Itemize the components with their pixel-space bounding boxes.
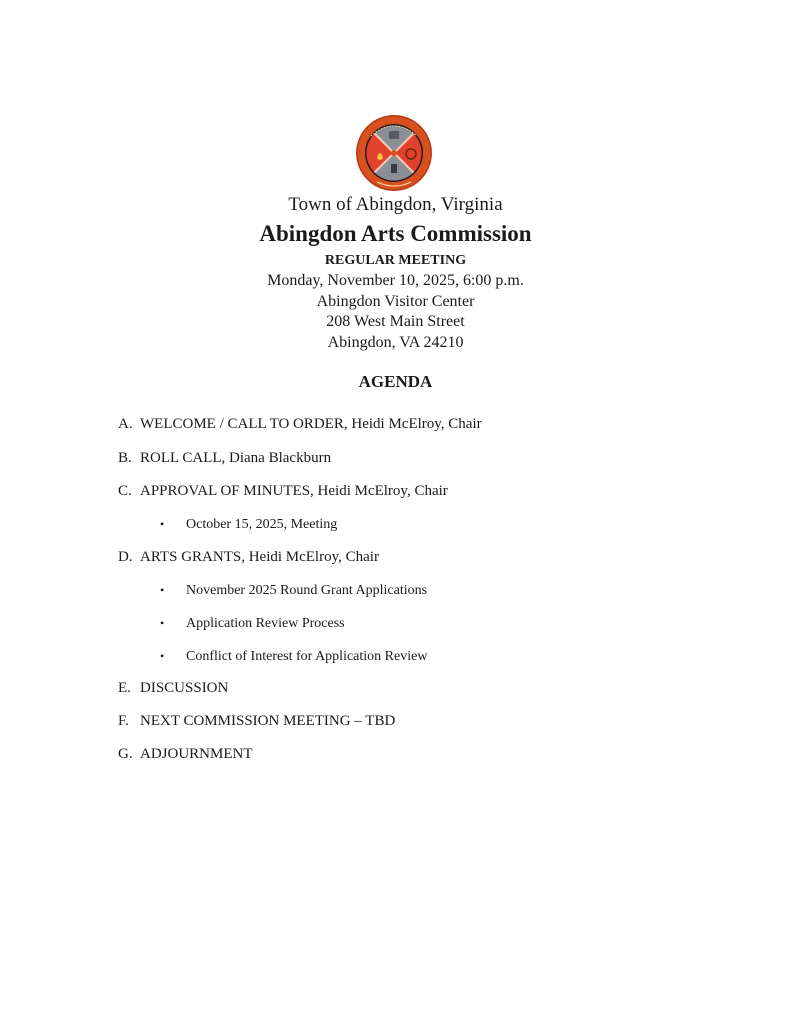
agenda-subitem-text: Application Review Process (186, 616, 345, 631)
bullet-icon: • (160, 649, 165, 663)
agenda-item-text: WELCOME / CALL TO ORDER, Heidi McElroy, Chair (140, 416, 482, 432)
agenda-subitem-text: Conflict of Interest for Application Review (186, 649, 428, 664)
agenda-item-c (118, 481, 448, 501)
agenda-subitem-text: October 15, 2025, Meeting (186, 517, 338, 532)
agenda-item-b (118, 448, 331, 468)
agenda-item-d (118, 547, 379, 567)
agenda-item-text: DISCUSSION (140, 680, 229, 696)
agenda-item-letter: D. (118, 549, 133, 565)
agenda-item-text: APPROVAL OF MINUTES, Heidi McElroy, Chair (140, 483, 448, 499)
bullet-icon: • (160, 517, 165, 531)
agenda-item-letter: B. (118, 450, 132, 466)
meeting-city: Abingdon, VA 24210 (327, 333, 464, 351)
town-seal-icon (355, 114, 433, 192)
meeting-venue: Abingdon Visitor Center (316, 292, 475, 310)
agenda-item-g (118, 744, 253, 764)
agenda-item-letter: E. (118, 680, 131, 696)
agenda-subitem (160, 613, 345, 634)
agenda-item-e (118, 678, 228, 698)
agenda-item-text: ROLL CALL, Diana Blackburn (140, 450, 332, 466)
meeting-header (0, 193, 791, 353)
agenda-item-letter: F. (118, 713, 129, 729)
bullet-icon: • (160, 616, 165, 630)
agenda-subitem-text: November 2025 Round Grant Applications (186, 583, 428, 598)
meeting-street: 208 West Main Street (326, 313, 465, 330)
agenda-item-text: ARTS GRANTS, Heidi McElroy, Chair (140, 549, 379, 565)
town-name: Town of Abingdon, Virginia (288, 194, 503, 215)
meeting-datetime: Monday, November 10, 2025, 6:00 p.m. (267, 272, 524, 289)
commission-name: Abingdon Arts Commission (259, 221, 532, 246)
agenda-item-letter: C. (118, 483, 132, 499)
agenda-subitem (160, 646, 427, 667)
agenda-subitem (160, 514, 337, 535)
agenda-subitem (160, 580, 427, 601)
agenda-item-text: NEXT COMMISSION MEETING – TBD (140, 713, 396, 729)
agenda-item-a (118, 414, 482, 434)
agenda-item-text: ADJOURNMENT (140, 746, 253, 762)
agenda-item-letter: G. (118, 746, 133, 762)
meeting-type: REGULAR MEETING (324, 253, 467, 268)
agenda-item-f (118, 711, 395, 731)
agenda-item-letter: A. (118, 416, 133, 432)
agenda-title: AGENDA (358, 372, 433, 391)
bullet-icon: • (160, 583, 165, 597)
